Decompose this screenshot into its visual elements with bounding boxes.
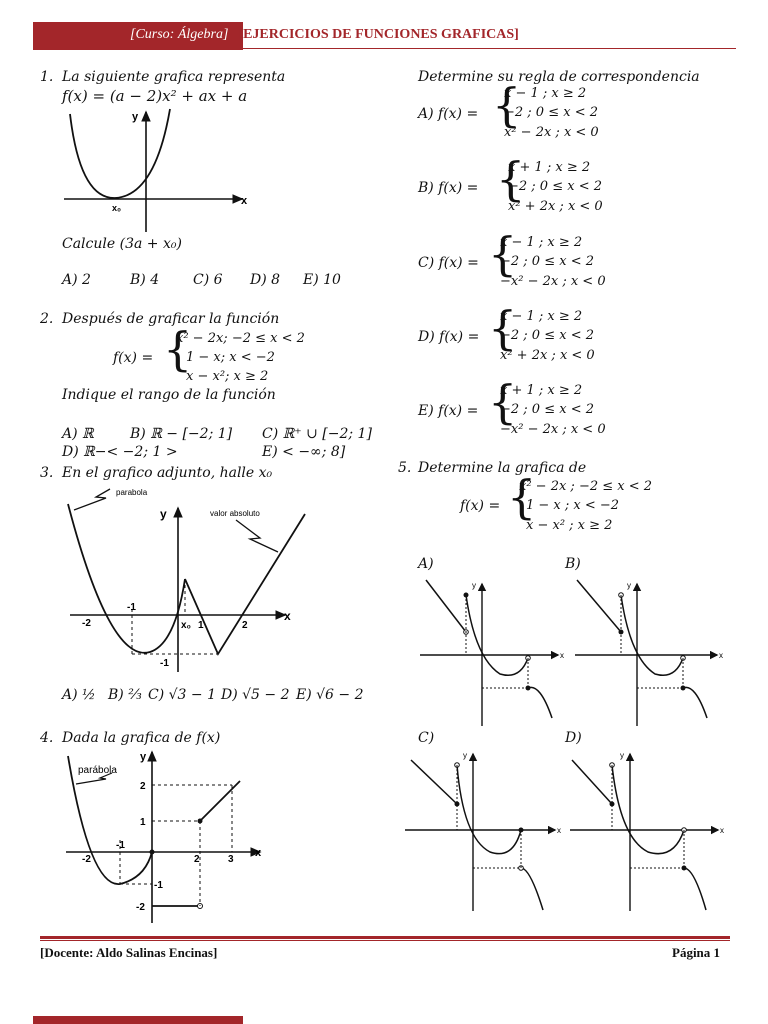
q4-tick-xm1: -1 [116, 840, 125, 851]
q4-a-brace: { [492, 78, 522, 132]
q3-tick-1: 1 [198, 620, 204, 631]
q4-a-case-1: x − 1 ; x ≥ 2 [504, 86, 587, 101]
q4-statement: Dada la grafica de f(x) [62, 730, 221, 746]
q1-graph [60, 104, 260, 234]
q3-tick-y-minus1: -1 [160, 658, 169, 669]
q4-y-label: y [140, 751, 147, 763]
q3-option-a[interactable]: A) ½ [62, 687, 96, 703]
q2-number: 2. [40, 311, 54, 327]
q3-tick-minus2: -2 [82, 618, 91, 629]
q1-option-b[interactable]: B) 4 [130, 272, 160, 288]
q5-b-x-label: x [719, 651, 723, 660]
q2-option-e[interactable]: E) < −∞; 8] [262, 444, 346, 460]
q4-tick-ym1: -1 [154, 880, 163, 891]
q5-number: 5. [398, 460, 412, 476]
q4-parabola-label: parábola [78, 765, 117, 776]
q2-function: f(x) = [113, 350, 154, 366]
q4-b-case-1: x + 1 ; x ≥ 2 [508, 160, 591, 175]
q2-option-b[interactable]: B) ℝ − [−2; 1] [130, 426, 233, 442]
q3-option-e[interactable]: E) √6 − 2 [296, 687, 364, 703]
q4-tick-ym2: -2 [136, 902, 145, 913]
q5-option-d-label[interactable]: D) [565, 730, 582, 746]
q3-tick-x0: x₀ [181, 620, 192, 631]
q1-statement: La siguiente grafica representa [62, 69, 286, 85]
q5-function: f(x) = [460, 498, 501, 514]
q4-right-title: Determine su regla de correspondencia [418, 69, 700, 85]
course-label: [Curso: Álgebra] [130, 27, 229, 42]
header-rule [243, 48, 736, 49]
q4-d-case-3: x² + 2x ; x < 0 [500, 348, 595, 363]
q4-tick-y1: 1 [140, 817, 146, 828]
q5-case-1: x² − 2x ; −2 ≤ x < 2 [519, 479, 653, 494]
q1-option-c[interactable]: C) 6 [193, 272, 223, 288]
footer-page-number: Página 1 [672, 945, 721, 960]
q2-option-d[interactable]: D) ℝ−< −2; 1 > [62, 444, 178, 460]
header-text [130, 27, 519, 43]
q3-abs-label: valor absoluto [210, 509, 260, 518]
q4-tick-y2: 2 [140, 781, 146, 792]
footer-rule-thick [40, 936, 730, 939]
q2-question: Indique el rango de la función [62, 387, 276, 403]
q4-e-case-3: −x² − 2x ; x < 0 [500, 422, 606, 437]
q4-d-label: D) f(x) = [418, 329, 480, 345]
footer-teacher: [Docente: Aldo Salinas Encinas] [40, 945, 218, 960]
q1-y-label: y [132, 111, 139, 123]
q5-c-x-label: x [557, 826, 561, 835]
q3-option-d[interactable]: D) √5 − 2 [221, 687, 290, 703]
q4-e-case-2: −2 ; 0 ≤ x < 2 [500, 402, 594, 417]
q4-e-case-1: x + 1 ; x ≥ 2 [500, 383, 583, 398]
q2-brace: { [163, 322, 193, 376]
q3-option-b[interactable]: B) ⅔ [108, 687, 142, 703]
q4-c-label: C) f(x) = [418, 255, 479, 271]
q2-case-1: x² − 2x; −2 ≤ x < 2 [176, 331, 305, 346]
q4-d-brace: { [488, 301, 518, 355]
q5-graph-c[interactable] [405, 748, 565, 913]
q4-a-label: A) f(x) = [418, 106, 479, 122]
q5-case-2: 1 − x ; x < −2 [526, 498, 620, 513]
q5-case-3: x − x² ; x ≥ 2 [526, 518, 613, 533]
q4-c-case-3: −x² − 2x ; x < 0 [500, 274, 606, 289]
q4-c-case-1: x − 1 ; x ≥ 2 [500, 235, 583, 250]
q4-b-label: B) f(x) = [418, 180, 479, 196]
footer-rule-thin [40, 940, 730, 941]
q4-tick-x3: 3 [228, 854, 234, 865]
q4-d-case-2: −2 ; 0 ≤ x < 2 [500, 328, 594, 343]
q4-x-label: x [255, 847, 262, 859]
q2-statement: Después de graficar la función [62, 311, 280, 327]
q5-option-b-label[interactable]: B) [565, 556, 581, 572]
q4-e-label: E) f(x) = [418, 403, 479, 419]
q5-c-y-label: y [463, 751, 467, 760]
q5-brace: { [507, 470, 537, 524]
q1-option-a[interactable]: A) 2 [62, 272, 91, 288]
q4-a-case-3: x² − 2x ; x < 0 [504, 125, 599, 140]
next-page-header-bar [33, 1016, 243, 1024]
q1-number: 1. [40, 69, 54, 85]
q2-case-2: 1 − x; x < −2 [186, 350, 275, 365]
q4-b-case-3: x² + 2x ; x < 0 [508, 199, 603, 214]
q1-x0-label: x₀ [112, 203, 122, 213]
q4-number: 4. [40, 730, 54, 746]
q3-tick-minus1: -1 [127, 602, 136, 613]
document-title: [EJERCICIOS DE FUNCIONES GRAFICAS] [238, 27, 519, 42]
q3-option-c[interactable]: C) √3 − 1 [148, 687, 216, 703]
q2-case-3: x − x²; x ≥ 2 [186, 369, 269, 384]
q2-option-c[interactable]: C) ℝ⁺ ∪ [−2; 1] [262, 426, 372, 442]
q1-option-e[interactable]: E) 10 [303, 272, 341, 288]
q4-a-case-2: −2 ; 0 ≤ x < 2 [504, 105, 598, 120]
q1-question: Calcule (3a + x₀) [62, 236, 182, 252]
q3-graph [60, 484, 360, 674]
q5-statement: Determine la grafica de [418, 460, 587, 476]
q5-option-a-label[interactable]: A) [418, 556, 434, 572]
q4-b-case-2: −2 ; 0 ≤ x < 2 [508, 179, 602, 194]
q2-option-a[interactable]: A) ℝ [62, 426, 94, 442]
q1-x-label: x [241, 195, 248, 207]
q3-tick-2: 2 [242, 620, 248, 631]
q4-tick-x2: 2 [194, 854, 200, 865]
q5-option-c-label[interactable]: C) [418, 730, 435, 746]
q4-e-brace: { [488, 375, 518, 429]
q5-graph-b[interactable] [575, 578, 725, 728]
q4-tick-xm2: -2 [82, 854, 91, 865]
q5-graph-d[interactable] [570, 748, 730, 913]
q3-number: 3. [40, 465, 54, 481]
q3-x-label: x [284, 609, 291, 623]
q4-c-case-2: −2 ; 0 ≤ x < 2 [500, 254, 594, 269]
q1-function: f(x) = (a − 2)x² + ax + a [62, 87, 248, 105]
q4-b-brace: { [496, 152, 526, 206]
q5-a-x-label: x [560, 651, 564, 660]
q4-d-case-1: x − 1 ; x ≥ 2 [500, 309, 583, 324]
q4-graph [60, 748, 270, 928]
q3-parabola-label: parabola [116, 488, 148, 497]
q5-graph-a[interactable] [420, 578, 570, 728]
q3-y-label: y [160, 507, 167, 521]
q5-a-y-label: y [472, 581, 476, 590]
q3-statement: En el grafico adjunto, halle x₀ [62, 465, 273, 481]
q5-d-y-label: y [620, 751, 624, 760]
q4-c-brace: { [488, 227, 518, 281]
q5-d-x-label: x [720, 826, 724, 835]
q1-option-d[interactable]: D) 8 [250, 272, 281, 288]
q5-b-y-label: y [627, 581, 631, 590]
